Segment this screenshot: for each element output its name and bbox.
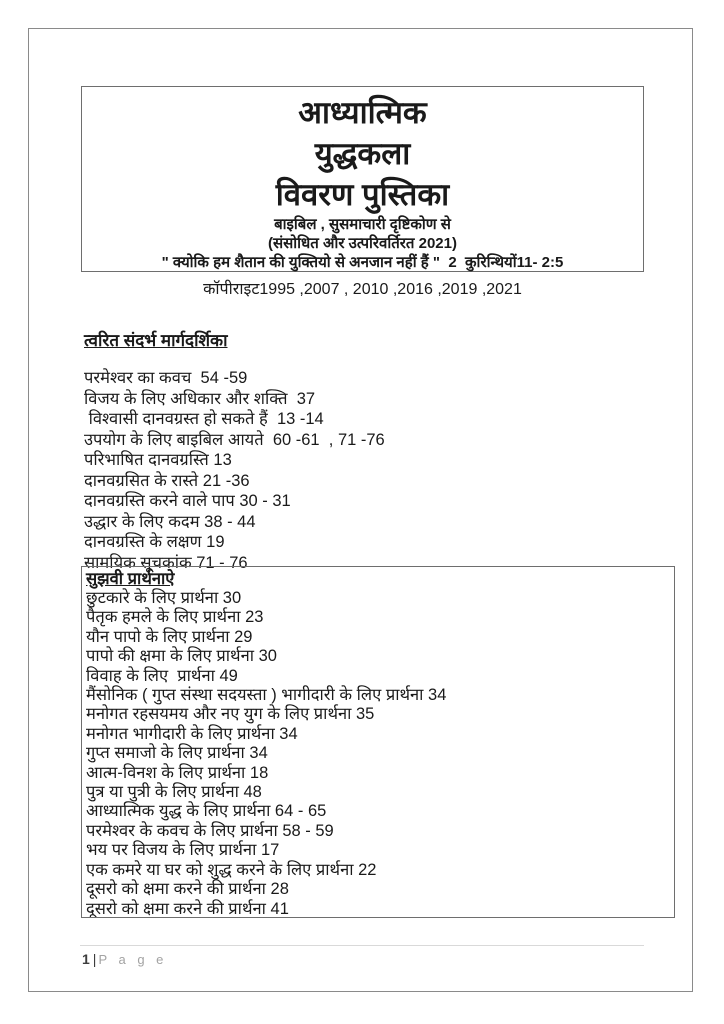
list-item: सामयिक सूचकांक 71 - 76	[84, 553, 248, 572]
list-item: भय पर विजय के लिए प्रार्थना 17	[86, 841, 280, 860]
list-item: दानवग्रस्ति के लक्षण 19	[84, 533, 225, 551]
list-item: दूसरो को क्षमा करने की प्रार्थना 28	[86, 880, 289, 899]
list-item: विवाह के लिए प्रार्थना 49	[86, 666, 238, 685]
list-item: आत्म-विनश के लिए प्रार्थना 18	[86, 763, 269, 782]
prayers-list	[86, 589, 674, 918]
list-item: परिभाषित दानवग्रस्ति 13	[84, 451, 232, 469]
list-item: मैंसोनिक ( गुप्त संस्था सदयस्ता ) भागीदारी के लिए प्रार्थना 34	[86, 686, 447, 705]
prayers-box	[81, 566, 675, 918]
footer-separator: |	[92, 951, 97, 967]
page-number: 1	[82, 951, 90, 967]
list-item: यौन पापो के लिए प्रार्थना 29	[86, 627, 253, 646]
list-item: एक कमरे या घर को शुद्ध करने के लिए प्रार्थना 22	[86, 860, 377, 879]
list-item: छुटकारे के लिए प्रार्थना 30	[86, 589, 242, 607]
main-title	[82, 92, 643, 215]
list-item: पापो की क्षमा के लिए प्रार्थना 30	[86, 647, 277, 666]
list-item: परमेश्वर का कवच 54 -59	[84, 369, 248, 387]
list-item: उपयोग के लिए बाइबिल आयते 60 -61 , 71 -76	[84, 430, 385, 449]
footer-divider	[80, 945, 644, 946]
list-item: मनोगत रहसयमय और नए युग के लिए प्रार्थना 35	[86, 705, 375, 724]
copyright-text: कॉपीराइट1995 ,2007 , 2010 ,2016 ,2019 ,2021	[203, 281, 522, 298]
list-item: मनोगत भागीदारी के लिए प्रार्थना 34	[86, 724, 298, 743]
list-item: दानवग्रसित के रास्ते 21 -36	[84, 471, 250, 490]
list-item: पुत्र या पुत्री के लिए प्रार्थना 48	[86, 783, 262, 802]
title-line: विवरण पुस्तिका	[275, 177, 450, 212]
subtitle-block	[82, 215, 643, 272]
quick-reference-heading: त्वरित संदर्भ मार्गदर्शिका	[84, 331, 228, 350]
list-item: विश्वासी दानवग्रस्त हो सकते हैं 13 -14	[84, 410, 324, 428]
list-item: आध्यात्मिक युद्ध के लिए प्रार्थना 64 - 65	[86, 802, 327, 821]
subtitle-line: (संसोधित और उत्परिवर्तिरत 2021)	[268, 235, 457, 252]
prayers-heading: सुझवी प्रार्थनाऐ	[86, 570, 175, 588]
list-item: गुप्त समाजो के लिए प्रार्थना 34	[86, 744, 268, 763]
list-item: दानवग्रस्ति करने वाले पाप 30 - 31	[84, 492, 291, 510]
title-box	[81, 86, 644, 272]
page-footer	[82, 951, 167, 967]
list-item: दूसरो को क्षमा करने की प्रार्थना 41	[86, 899, 289, 918]
subtitle-line: " क्योकि हम शैतान की युक्तियो से अनजान नहीं हैं " 2 कुरिन्थियों11- 2:5	[161, 254, 564, 271]
title-line: आध्यात्मिक	[298, 95, 427, 130]
subtitle-line: बाइबिल , सुसमाचारी दृष्टिकोण से	[274, 216, 451, 233]
page-label: P a g e	[98, 952, 168, 967]
title-line: युद्धकला	[314, 136, 411, 171]
list-item: परमेश्वर के कवच के लिए प्रार्थना 58 - 59	[86, 821, 334, 840]
list-item: विजय के लिए अधिकार और शक्ति 37	[84, 389, 316, 408]
quick-reference-list	[84, 368, 644, 573]
list-item: उद्धार के लिए कदम 38 - 44	[84, 512, 256, 531]
list-item: पैतृक हमले के लिए प्रार्थना 23	[86, 608, 264, 627]
